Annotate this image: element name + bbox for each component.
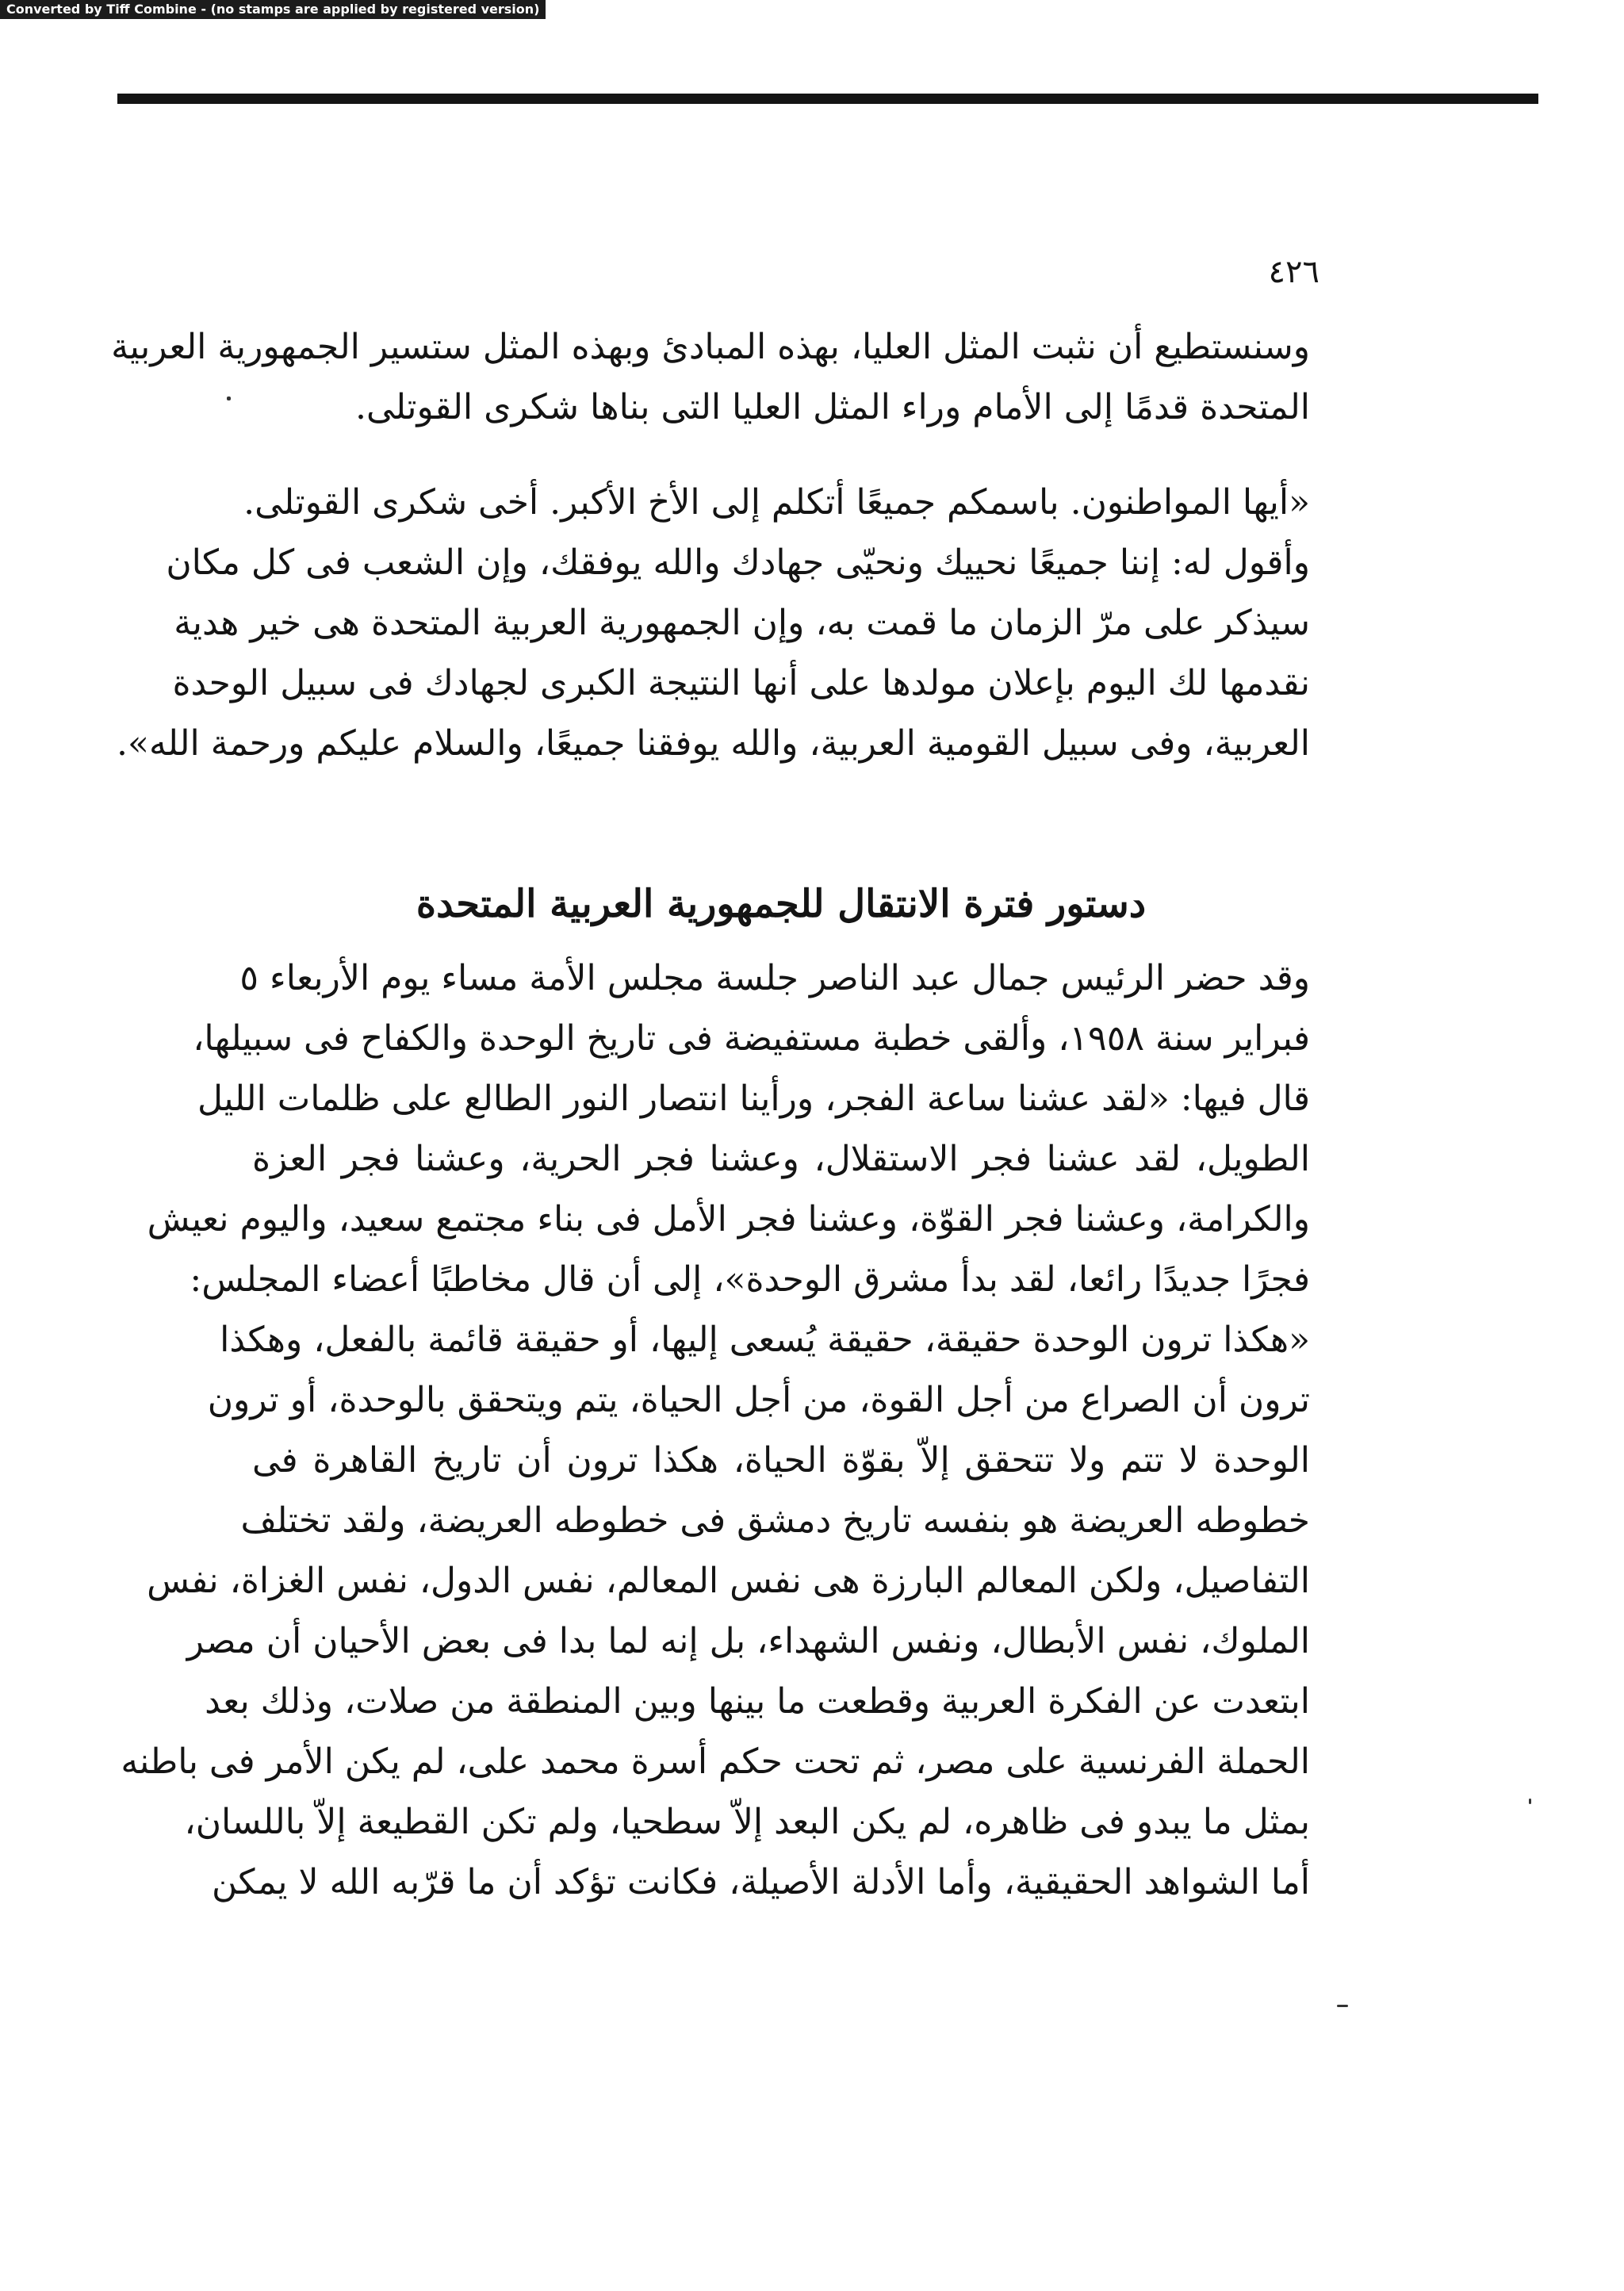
text-line: العربية، وفى سبيل القومية العربية، والله يوفقنا جميعًا، والسلام عليكم ورحمة الله». <box>117 723 1310 764</box>
text-line: فجرًا جديدًا رائعا، لقد بدأ مشرق الوحدة»، إلى أن قال مخاطبًا أعضاء المجلس: <box>190 1259 1310 1300</box>
header-rule <box>117 94 1538 104</box>
scan-speck <box>227 397 231 400</box>
text-line: سيذكر على مرّ الزمان ما قمت به، وإن الجمهورية العربية المتحدة هى خير هدية <box>174 603 1310 643</box>
text-line: قال فيها: «لقد عشنا ساعة الفجر، ورأينا انتصار النور الطالع على ظلمات الليل <box>197 1078 1310 1119</box>
text-line: بمثل ما يبدو فى ظاهره، لم يكن البعد إلاّ سطحيا، ولم تكن القطيعة إلاّ باللسان، <box>184 1802 1310 1842</box>
paragraph-closing-tribute <box>111 317 1310 438</box>
page-number: ٤٢٦ <box>1268 254 1320 290</box>
text-line: نقدمها لك اليوم بإعلان مولدها على أنها النتيجة الكبرى لجهادك فى سبيل الوحدة <box>172 663 1310 703</box>
text-line: الوحدة لا تتم ولا تتحقق إلاّ بقوّة الحياة، هكذا ترون أن تاريخ القاهرة فى <box>252 1440 1310 1481</box>
text-line: التفاصيل، ولكن المعالم البارزة هى نفس المعالم، نفس الدول، نفس الغزاة، نفس <box>147 1561 1310 1601</box>
scan-speck <box>1337 2005 1348 2007</box>
text-line: ابتعدت عن الفكرة العربية وقطعت ما بينها وبين المنطقة من صلات، وذلك بعد <box>205 1681 1310 1722</box>
text-line: وقد حضر الرئيس جمال عبد الناصر جلسة مجلس الأمة مساء يوم الأربعاء ٥ <box>239 958 1310 998</box>
section-heading: دستور فترة الانتقال للجمهورية العربية المتحدة <box>416 882 1147 926</box>
text-line: «هكذا ترون الوحدة حقيقة، حقيقة يُسعى إليها، أو حقيقة قائمة بالفعل، وهكذا <box>220 1320 1310 1360</box>
text-line: المتحدة قدمًا إلى الأمام وراء المثل العليا التى بناها شكرى القوتلى. <box>355 387 1310 427</box>
paragraph-speech <box>121 948 1310 1913</box>
text-line: «أيها المواطنون. باسمكم جميعًا أتكلم إلى الأخ الأكبر. أخى شكرى القوتلى. <box>243 482 1310 523</box>
text-line: خطوطه العريضة هو بنفسه تاريخ دمشق فى خطوطه العريضة، ولقد تختلف <box>240 1500 1310 1541</box>
text-line: أما الشواهد الحقيقية، وأما الأدلة الأصيلة، فكانت تؤكد أن ما قرّبه الله لا يمكن <box>212 1862 1310 1902</box>
text-line: فبراير سنة ١٩٥٨، وألقى خطبة مستفيضة فى تاريخ الوحدة والكفاح فى سبيلها، <box>193 1018 1310 1059</box>
text-line: الطويل، لقد عشنا فجر الاستقلال، وعشنا فجر الحرية، وعشنا فجر العزة <box>252 1139 1310 1179</box>
paragraph-address-quote <box>117 473 1310 774</box>
text-line: وسنستطيع أن نثبت المثل العليا، بهذه المبادئ وبهذه المثل ستسير الجمهورية العربية <box>111 327 1310 367</box>
text-line: الحملة الفرنسية على مصر، ثم تحت حكم أسرة محمد على، لم يكن الأمر فى باطنه <box>121 1741 1310 1782</box>
scan-speck <box>1529 1799 1531 1804</box>
text-line: ترون أن الصراع من أجل القوة، من أجل الحياة، يتم ويتحقق بالوحدة، أو ترون <box>207 1380 1310 1420</box>
conversion-banner: Converted by Tiff Combine - (no stamps are applied by registered version) <box>0 0 546 19</box>
text-line: وأقول له: إننا جميعًا نحييك ونحيّى جهادك والله يوفقك، وإن الشعب فى كل مكان <box>166 542 1310 583</box>
text-line: والكرامة، وعشنا فجر القوّة، وعشنا فجر الأمل فى بناء مجتمع سعيد، واليوم نعيش <box>147 1199 1310 1239</box>
text-line: الملوك، نفس الأبطال، ونفس الشهداء، بل إنه لما بدا فى بعض الأحيان أن مصر <box>186 1621 1310 1661</box>
